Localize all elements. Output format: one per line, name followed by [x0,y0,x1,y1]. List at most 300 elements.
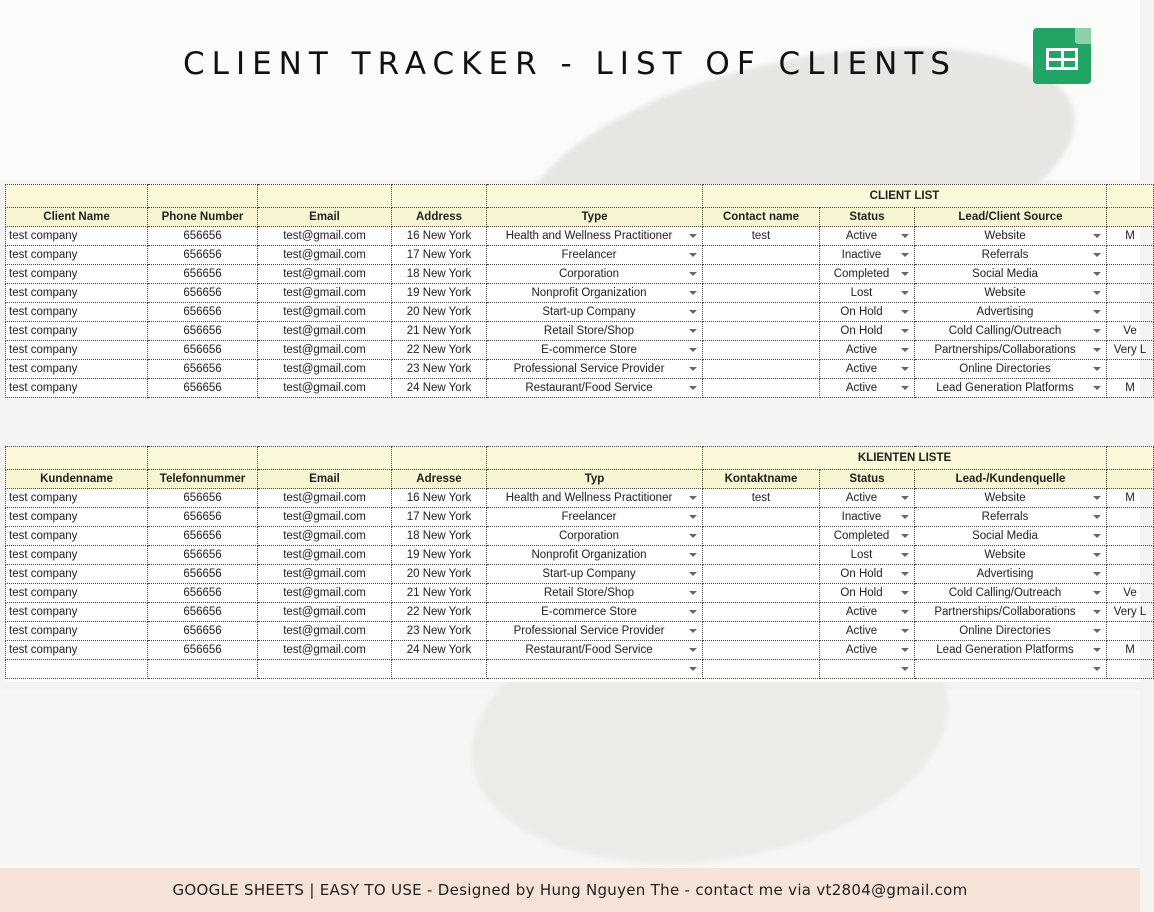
cell-lead-source[interactable] [915,489,1107,508]
cell-address[interactable] [392,246,487,265]
cell-contact-name[interactable] [703,527,820,546]
dropdown-arrow-icon[interactable] [689,253,697,257]
table-row [6,641,1154,660]
cell-type[interactable] [487,603,703,622]
dropdown-arrow-icon[interactable] [689,310,697,314]
cell-text: Nonprofit Organization [531,287,647,299]
cell-lead-source[interactable] [915,246,1107,265]
cell-status[interactable] [820,489,915,508]
cell-lead-source[interactable] [915,641,1107,660]
cell-status[interactable] [820,622,915,641]
cell-client-name[interactable] [6,603,148,622]
sheets-logo-grid [1046,48,1078,70]
cell-text: 19 New York [406,549,472,561]
cell-email[interactable] [258,584,392,603]
column-header-notes[interactable] [1107,470,1154,489]
cell-text: E-commerce Store [541,344,637,356]
dropdown-arrow-icon[interactable] [689,496,697,500]
dropdown-arrow-icon[interactable] [901,291,909,295]
table-row [6,227,1154,246]
cell-type[interactable] [487,341,703,360]
cell-text: On Hold [840,325,883,337]
cell-status[interactable] [820,603,915,622]
dropdown-arrow-icon[interactable] [689,386,697,390]
cell-lead-source[interactable] [915,284,1107,303]
cell-phone-number[interactable] [148,622,258,641]
cell-lead-source[interactable] [915,660,1107,679]
cell-email[interactable] [258,641,392,660]
cell-contact-name[interactable] [703,265,820,284]
cell-status[interactable] [820,265,915,284]
cell-type[interactable] [487,622,703,641]
cell-phone-number[interactable] [148,660,258,679]
cell-contact-name[interactable] [703,341,820,360]
cell-email[interactable] [258,227,392,246]
dropdown-arrow-icon[interactable] [901,253,909,257]
cell-notes[interactable] [1107,603,1154,622]
cell-status[interactable] [820,508,915,527]
cell-lead-source[interactable] [915,265,1107,284]
cell-text: 18 New York [406,268,472,280]
cell-status[interactable] [820,303,915,322]
cell-status[interactable] [820,584,915,603]
cell-phone-number[interactable] [148,546,258,565]
cell-client-name[interactable] [6,565,148,584]
dropdown-arrow-icon[interactable] [689,572,697,576]
cell-client-name[interactable] [6,379,148,398]
cell-status[interactable] [820,341,915,360]
cell-status[interactable] [820,284,915,303]
dropdown-arrow-icon[interactable] [901,515,909,519]
cell-text: Professional Service Provider [513,625,665,637]
cell-address[interactable] [392,641,487,660]
cell-address[interactable] [392,489,487,508]
cell-text: Active [845,230,878,242]
cell-contact-name[interactable] [703,565,820,584]
dropdown-arrow-icon[interactable] [689,348,697,352]
cell-email[interactable] [258,379,392,398]
cell-type[interactable] [487,565,703,584]
cell-client-name[interactable] [6,227,148,246]
cell-text: 18 New York [406,530,472,542]
cell-text: Active [845,363,878,375]
column-header-type[interactable]: Type [487,208,703,227]
cell-type[interactable] [487,303,703,322]
cell-client-name[interactable] [6,322,148,341]
column-header-notes[interactable] [1107,208,1154,227]
cell-contact-name[interactable] [703,641,820,660]
cell-type[interactable] [487,284,703,303]
dropdown-arrow-icon[interactable] [1093,291,1101,295]
cell-lead-source[interactable] [915,603,1107,622]
cell-notes[interactable] [1107,565,1154,584]
cell-contact-name[interactable] [703,489,820,508]
table-header-row [6,208,1154,227]
cell-address[interactable] [392,227,487,246]
dropdown-arrow-icon[interactable] [901,234,909,238]
cell-phone-number[interactable] [148,489,258,508]
cell-phone-number[interactable] [148,246,258,265]
cell-client-name[interactable] [6,341,148,360]
dropdown-arrow-icon[interactable] [901,629,909,633]
cell-phone-number[interactable] [148,341,258,360]
cell-text: Corporation [558,530,620,542]
cell-contact-name[interactable] [703,322,820,341]
cell-text: 656656 [183,325,222,337]
cell-lead-source[interactable] [915,341,1107,360]
cell-text: Lead Generation Platforms [936,644,1074,656]
cell-phone-number[interactable] [148,527,258,546]
cell-notes[interactable] [1107,527,1154,546]
cell-text: test company [9,382,78,394]
cell-text: test company [9,644,78,656]
cell-notes[interactable] [1107,341,1154,360]
dropdown-arrow-icon[interactable] [1093,667,1101,671]
cell-type[interactable] [487,508,703,527]
cell-text: 16 New York [406,230,472,242]
dropdown-arrow-icon[interactable] [901,310,909,314]
cell-text: 20 New York [406,306,472,318]
cell-status[interactable] [820,565,915,584]
column-header-phone-number[interactable]: Telefonnummer [148,470,258,489]
cell-address[interactable] [392,603,487,622]
cell-email[interactable] [258,622,392,641]
cell-client-name[interactable] [6,622,148,641]
cell-lead-source[interactable] [915,322,1107,341]
cell-address[interactable] [392,508,487,527]
cell-email[interactable] [258,265,392,284]
cell-text: Retail Store/Shop [543,325,635,337]
cell-address[interactable] [392,527,487,546]
cell-client-name[interactable] [6,246,148,265]
cell-phone-number[interactable] [148,508,258,527]
cell-address[interactable] [392,265,487,284]
cell-contact-name[interactable] [703,603,820,622]
cell-email[interactable] [258,565,392,584]
dropdown-arrow-icon[interactable] [1093,610,1101,614]
cell-notes[interactable] [1107,322,1154,341]
column-header-status[interactable]: Status [820,208,915,227]
cell-status[interactable] [820,546,915,565]
cell-client-name[interactable] [6,508,148,527]
cell-notes[interactable] [1107,284,1154,303]
cell-text: test company [9,344,78,356]
cell-text: 656656 [183,249,222,261]
column-header-contact-name[interactable]: Contact name [703,208,820,227]
cell-text: Lost [850,287,873,299]
cell-text: 23 New York [406,363,472,375]
cell-text: 22 New York [406,606,472,618]
cell-address[interactable] [392,303,487,322]
dropdown-arrow-icon[interactable] [689,610,697,614]
table-row [6,379,1154,398]
cell-contact-name[interactable] [703,246,820,265]
cell-type[interactable] [487,546,703,565]
dropdown-arrow-icon[interactable] [1093,648,1101,652]
cell-type[interactable] [487,265,703,284]
cell-notes[interactable] [1107,489,1154,508]
cell-notes[interactable] [1107,508,1154,527]
cell-contact-name[interactable] [703,379,820,398]
table-row [6,508,1154,527]
cell-phone-number[interactable] [148,227,258,246]
dropdown-arrow-icon[interactable] [1093,234,1101,238]
cell-address[interactable] [392,660,487,679]
column-header-address[interactable]: Address [392,208,487,227]
cell-phone-number[interactable] [148,265,258,284]
cell-notes[interactable] [1107,227,1154,246]
cell-notes[interactable] [1107,622,1154,641]
cell-client-name[interactable] [6,303,148,322]
cell-phone-number[interactable] [148,284,258,303]
cell-status[interactable] [820,246,915,265]
dropdown-arrow-icon[interactable] [689,329,697,333]
cell-phone-number[interactable] [148,584,258,603]
cell-text: Corporation [558,268,620,280]
column-header-phone-number[interactable]: Phone Number [148,208,258,227]
column-header-client-name[interactable]: Client Name [6,208,148,227]
cell-text: 21 New York [406,587,472,599]
dropdown-arrow-icon[interactable] [1093,515,1101,519]
cell-text: Social Media [972,268,1038,280]
cell-email[interactable] [258,246,392,265]
cell-text: 656656 [183,625,222,637]
cell-email[interactable] [258,508,392,527]
cell-lead-source[interactable] [915,508,1107,527]
cell-text: 21 New York [406,325,472,337]
cell-type[interactable] [487,322,703,341]
cell-status[interactable] [820,322,915,341]
cell-address[interactable] [392,360,487,379]
cell-status[interactable] [820,379,915,398]
cell-lead-source[interactable] [915,565,1107,584]
dropdown-arrow-icon[interactable] [689,367,697,371]
dropdown-arrow-icon[interactable] [901,572,909,576]
cell-phone-number[interactable] [148,360,258,379]
dropdown-arrow-icon[interactable] [901,329,909,333]
cell-email[interactable] [258,341,392,360]
cell-text: Freelancer [561,249,617,261]
cell-text: On Hold [840,306,883,318]
cell-lead-source[interactable] [915,527,1107,546]
cell-client-name[interactable] [6,641,148,660]
cell-client-name[interactable] [6,584,148,603]
cell-text: Referrals [981,511,1029,523]
cell-address[interactable] [392,622,487,641]
cell-type[interactable] [487,527,703,546]
cell-contact-name[interactable] [703,508,820,527]
dropdown-arrow-icon[interactable] [1093,329,1101,333]
table-banner-title: KLIENTEN LISTE [703,447,1107,470]
cell-client-name[interactable] [6,265,148,284]
dropdown-arrow-icon[interactable] [689,629,697,633]
cell-text: Website [984,230,1026,242]
cell-type[interactable] [487,641,703,660]
cell-lead-source[interactable] [915,360,1107,379]
cell-client-name[interactable] [6,284,148,303]
cell-email[interactable] [258,660,392,679]
column-header-contact-name[interactable]: Kontaktname [703,470,820,489]
dropdown-arrow-icon[interactable] [1093,367,1101,371]
cell-phone-number[interactable] [148,603,258,622]
cell-contact-name[interactable] [703,622,820,641]
cell-text: Restaurant/Food Service [525,382,653,394]
cell-notes[interactable] [1107,584,1154,603]
column-header-address[interactable]: Adresse [392,470,487,489]
cell-contact-name[interactable] [703,303,820,322]
dropdown-arrow-icon[interactable] [901,348,909,352]
dropdown-arrow-icon[interactable] [901,591,909,595]
cell-client-name[interactable] [6,360,148,379]
cell-address[interactable] [392,584,487,603]
cell-text: Partnerships/Collaborations [934,606,1076,618]
cell-lead-source[interactable] [915,622,1107,641]
cell-type[interactable] [487,584,703,603]
dropdown-arrow-icon[interactable] [901,496,909,500]
cell-status[interactable] [820,227,915,246]
cell-address[interactable] [392,322,487,341]
cell-type[interactable] [487,227,703,246]
dropdown-arrow-icon[interactable] [1093,386,1101,390]
cell-contact-name[interactable] [703,360,820,379]
cell-email[interactable] [258,284,392,303]
dropdown-arrow-icon[interactable] [901,386,909,390]
cell-contact-name[interactable] [703,546,820,565]
cell-phone-number[interactable] [148,565,258,584]
dropdown-arrow-icon[interactable] [1093,496,1101,500]
cell-email[interactable] [258,322,392,341]
cell-contact-name[interactable] [703,284,820,303]
column-header-client-name[interactable]: Kundenname [6,470,148,489]
cell-text: Very L [1113,344,1147,356]
cell-text: 17 New York [406,249,472,261]
cell-phone-number[interactable] [148,303,258,322]
cell-status[interactable] [820,360,915,379]
cell-client-name[interactable] [6,489,148,508]
cell-notes[interactable] [1107,246,1154,265]
cell-phone-number[interactable] [148,379,258,398]
cell-lead-source[interactable] [915,379,1107,398]
cell-email[interactable] [258,546,392,565]
cell-text: test [751,492,771,504]
cell-lead-source[interactable] [915,303,1107,322]
cell-notes[interactable] [1107,641,1154,660]
cell-status[interactable] [820,660,915,679]
cell-text: 20 New York [406,568,472,580]
dropdown-arrow-icon[interactable] [901,534,909,538]
dropdown-arrow-icon[interactable] [689,553,697,557]
cell-notes[interactable] [1107,360,1154,379]
cell-client-name[interactable] [6,527,148,546]
dropdown-arrow-icon[interactable] [901,272,909,276]
cell-contact-name[interactable] [703,584,820,603]
cell-status[interactable] [820,527,915,546]
cell-type[interactable] [487,360,703,379]
dropdown-arrow-icon[interactable] [1093,553,1101,557]
cell-client-name[interactable] [6,546,148,565]
cell-email[interactable] [258,489,392,508]
dropdown-arrow-icon[interactable] [689,234,697,238]
cell-lead-source[interactable] [915,584,1107,603]
cell-text: Active [845,606,878,618]
cell-notes[interactable] [1107,303,1154,322]
cell-contact-name[interactable] [703,227,820,246]
dropdown-arrow-icon[interactable] [689,591,697,595]
cell-text: test company [9,230,78,242]
cell-text: Inactive [841,249,882,261]
dropdown-arrow-icon[interactable] [1093,629,1101,633]
dropdown-arrow-icon[interactable] [1093,591,1101,595]
table-row [6,622,1154,641]
column-header-status[interactable]: Status [820,470,915,489]
cell-email[interactable] [258,303,392,322]
column-header-lead-source[interactable]: Lead/Client Source [915,208,1107,227]
cell-email[interactable] [258,527,392,546]
cell-text: test@gmail.com [283,344,366,356]
dropdown-arrow-icon[interactable] [1093,534,1101,538]
cell-address[interactable] [392,341,487,360]
dropdown-arrow-icon[interactable] [901,667,909,671]
dropdown-arrow-icon[interactable] [901,553,909,557]
cell-type[interactable] [487,246,703,265]
dropdown-arrow-icon[interactable] [901,648,909,652]
cell-text: test@gmail.com [283,287,366,299]
dropdown-arrow-icon[interactable] [689,272,697,276]
cell-email[interactable] [258,360,392,379]
cell-notes[interactable] [1107,546,1154,565]
cell-text: 23 New York [406,625,472,637]
cell-contact-name[interactable] [703,660,820,679]
dropdown-arrow-icon[interactable] [689,291,697,295]
cell-lead-source[interactable] [915,546,1107,565]
cell-notes[interactable] [1107,265,1154,284]
cell-phone-number[interactable] [148,641,258,660]
cell-status[interactable] [820,641,915,660]
cell-address[interactable] [392,379,487,398]
dropdown-arrow-icon[interactable] [689,534,697,538]
cell-address[interactable] [392,284,487,303]
dropdown-arrow-icon[interactable] [1093,310,1101,314]
column-header-email[interactable]: Email [258,470,392,489]
cell-lead-source[interactable] [915,227,1107,246]
cell-type[interactable] [487,379,703,398]
dropdown-arrow-icon[interactable] [689,515,697,519]
column-header-email[interactable]: Email [258,208,392,227]
dropdown-arrow-icon[interactable] [901,367,909,371]
dropdown-arrow-icon[interactable] [901,610,909,614]
cell-type[interactable] [487,489,703,508]
dropdown-arrow-icon[interactable] [1093,572,1101,576]
dropdown-arrow-icon[interactable] [1093,272,1101,276]
cell-email[interactable] [258,603,392,622]
cell-text: 656656 [183,568,222,580]
column-header-lead-source[interactable]: Lead-/Kundenquelle [915,470,1107,489]
cell-text: Completed [833,268,890,280]
cell-client-name[interactable] [6,660,148,679]
cell-address[interactable] [392,565,487,584]
dropdown-arrow-icon[interactable] [1093,253,1101,257]
cell-phone-number[interactable] [148,322,258,341]
dropdown-arrow-icon[interactable] [689,648,697,652]
column-header-type[interactable]: Typ [487,470,703,489]
cell-text: M [1125,492,1135,504]
cell-notes[interactable] [1107,379,1154,398]
dropdown-arrow-icon[interactable] [1093,348,1101,352]
cell-address[interactable] [392,546,487,565]
dropdown-arrow-icon[interactable] [689,667,697,671]
cell-notes[interactable] [1107,660,1154,679]
cell-type[interactable] [487,660,703,679]
